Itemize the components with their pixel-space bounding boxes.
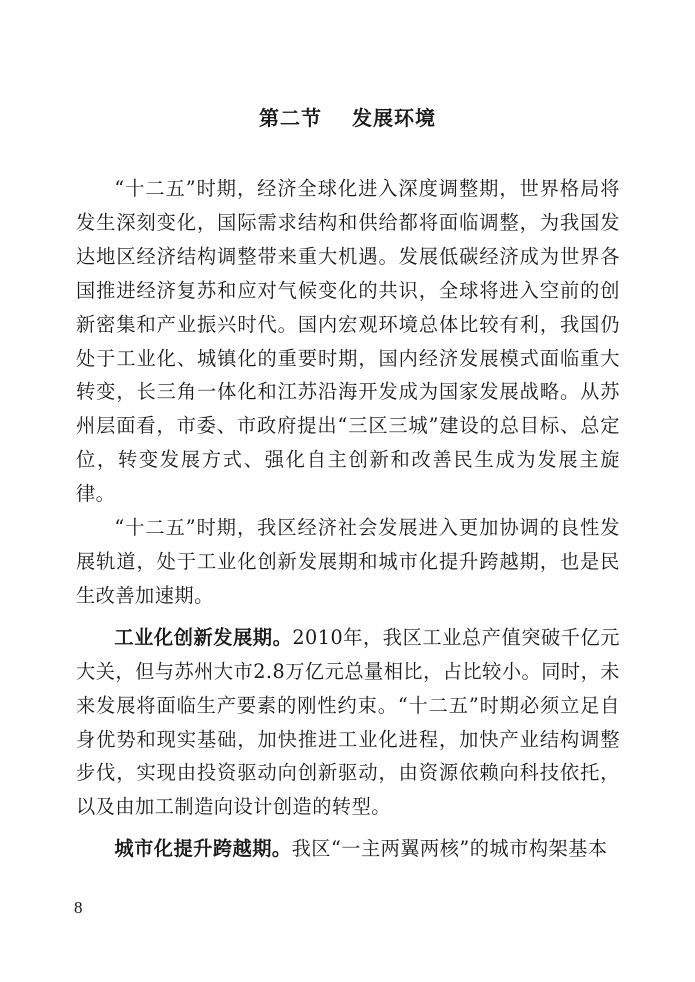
paragraph-text: 2010年，我区工业总产值突破千亿元大关，但与苏州大市2.8万亿元总量相比，占比较小。同时，未来发展将面临生产要素的刚性约束。“十二五”时期必须立足自身优势和现实基础，加快推进工业化进程，加快产业结构调整步伐，实现由投资驱动向创新驱动，由资源依赖向科技依托，以及由加工制造向设计创造的转型。 [76, 625, 620, 819]
paragraph-lead-heading: 城市化提升跨越期。 [114, 837, 292, 861]
paragraph-text: “十二五”时期，我区经济社会发展进入更加协调的良性发展轨道，处于工业化创新发展期和城市化提升跨越期，也是民生改善加速期。 [76, 516, 620, 607]
section-heading: 发展环境 [352, 106, 436, 130]
paragraph-lead-heading: 工业化创新发展期。 [114, 625, 293, 649]
paragraph-district-overview [76, 511, 620, 613]
section-number: 第二节 [259, 106, 322, 130]
section-title [0, 100, 695, 136]
paragraph-text: “十二五”时期，经济全球化进入深度调整期，世界格局将发生深刻变化，国际需求结构和供给都将面临调整，为我国发达地区经济结构调整带来重大机遇。发展低碳经济成为世界各国推进经济复苏和应对气候变化的共识，全球将进入空前的创新密集和产业振兴时代。国内宏观环境总体比较有利，我国仍处于工业化、城镇化的重要时期，国内经济发展模式面临重大转变，长三角一体化和江苏沿海开发成为国家发展战略。从苏州层面看，市委、市政府提出“三区三城”建设的总目标、总定位，转变发展方式、强化自主创新和改善民生成为发展主旋律。 [76, 177, 620, 506]
page-number: 8 [74, 898, 83, 917]
body-text [76, 172, 620, 866]
paragraph-industrialization [76, 621, 620, 824]
paragraph-global-environment [76, 172, 620, 511]
paragraph-urbanization [76, 832, 620, 866]
paragraph-text: 我区“一主两翼两核”的城市构架基本 [291, 837, 608, 861]
